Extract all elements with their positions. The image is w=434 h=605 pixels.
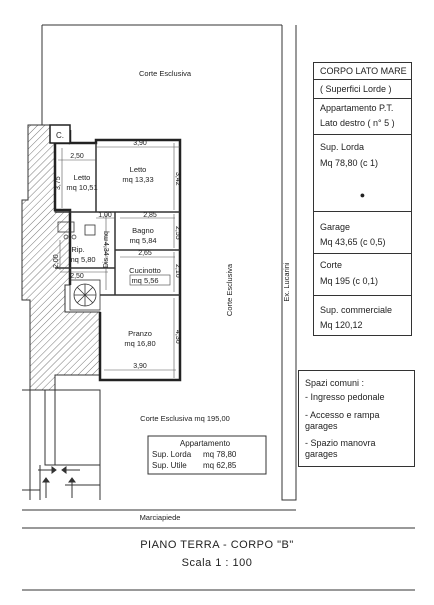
c-label: C.	[56, 131, 64, 140]
room-area: mq 5,80	[68, 255, 96, 264]
summary-lorda-label: Sup. Lorda	[152, 450, 192, 459]
room-name: Cucinotto	[129, 266, 161, 275]
room-name: Rip.	[71, 245, 85, 254]
room-name: Letto	[73, 173, 91, 182]
garage-label: Garage	[320, 222, 351, 232]
corte-value: Mq 195 (c 0,1)	[320, 276, 379, 286]
dim-label: 3,75	[55, 176, 62, 190]
spazi-item: - Spazio manovra	[305, 438, 376, 448]
dim-label: 3,90	[133, 140, 147, 147]
entrance-structures	[22, 390, 100, 500]
info-header: CORPO LATO MARE	[320, 66, 407, 76]
fixture-dot	[72, 235, 76, 239]
dim-label: 2,55	[174, 226, 181, 240]
dim-label: 2,10	[174, 264, 181, 278]
info-panel	[313, 62, 412, 336]
divider	[314, 295, 411, 296]
room-name: Pranzo	[128, 329, 152, 338]
street-right-label: Ex. Lucarini	[282, 262, 291, 302]
room-name: Bagno	[132, 226, 154, 235]
corte-label: Corte	[320, 260, 343, 270]
dim-label: 1,00	[98, 212, 112, 219]
room-name: Letto	[129, 165, 147, 174]
divider	[314, 98, 411, 99]
street-bottom-label: Marciapiede	[139, 513, 181, 522]
plan-title: PIANO TERRA - CORPO "B"	[140, 539, 294, 551]
sup-lorda-value: Mq 78,80 (c 1)	[320, 158, 379, 168]
summary-utile-value: mq 62,85	[203, 461, 237, 470]
info-apt-line1: Appartamento P.T.	[320, 103, 394, 113]
info-sub: ( Superfici Lorde )	[320, 84, 392, 94]
room-area: mq 10,51	[66, 183, 98, 192]
summary-title: Appartamento	[179, 439, 231, 448]
corte-right-label: Corte Esclusiva	[225, 263, 234, 317]
divider	[314, 79, 411, 80]
commerciale-value: Mq 120,12	[320, 320, 363, 330]
spazi-comuni-panel	[298, 370, 415, 467]
room-name: Dis.	[103, 255, 110, 269]
spazi-title: Spazi comuni :	[305, 378, 365, 388]
divider	[314, 211, 411, 212]
room-area: mq 13,33	[122, 175, 154, 184]
dim-label: 2,00	[53, 254, 60, 268]
garage-value: Mq 43,65 (c 0,5)	[320, 237, 386, 247]
dim-label: 2,85	[143, 212, 157, 219]
dim-label: 3,90	[133, 363, 147, 370]
plan-scale: Scala 1 : 100	[181, 557, 253, 569]
dim-label: 4,30	[174, 330, 181, 344]
entrance-arrows	[38, 467, 80, 498]
room-area: mq 16,80	[124, 339, 156, 348]
corte-bottom-label: Corte Esclusiva mq 195,00	[140, 414, 230, 423]
summary-lorda-value: mq 78,80	[203, 450, 237, 459]
commerciale-label: Sup. commerciale	[320, 305, 393, 315]
bullet-dot: ●	[359, 190, 366, 200]
dim-label: 2,50	[70, 153, 84, 160]
apartment-summary-box	[148, 436, 266, 474]
divider	[314, 134, 411, 135]
spazi-item: - Ingresso pedonale	[305, 392, 385, 402]
dim-label: 2,50	[70, 273, 84, 280]
spazi-item: garages	[305, 421, 338, 431]
room-area: mq 5,84	[129, 236, 157, 245]
divider	[314, 253, 411, 254]
summary-utile-label: Sup. Utile	[152, 461, 187, 470]
dim-label: 2,65	[138, 250, 152, 257]
room-area: mq	[103, 231, 110, 241]
dim-label: 4,34	[102, 242, 109, 256]
spazi-item: - Accesso e rampa	[305, 410, 380, 420]
sup-lorda-label: Sup. Lorda	[320, 142, 365, 152]
dim-label: 3,42	[174, 172, 181, 186]
fixture	[85, 225, 95, 235]
corte-top-label: Corte Esclusiva	[138, 69, 192, 78]
spazi-item: garages	[305, 449, 338, 459]
spiral-stair-icon	[70, 280, 100, 310]
room-area: mq 5,56	[131, 276, 159, 285]
info-apt-line2: Lato destro ( n° 5 )	[320, 118, 395, 128]
